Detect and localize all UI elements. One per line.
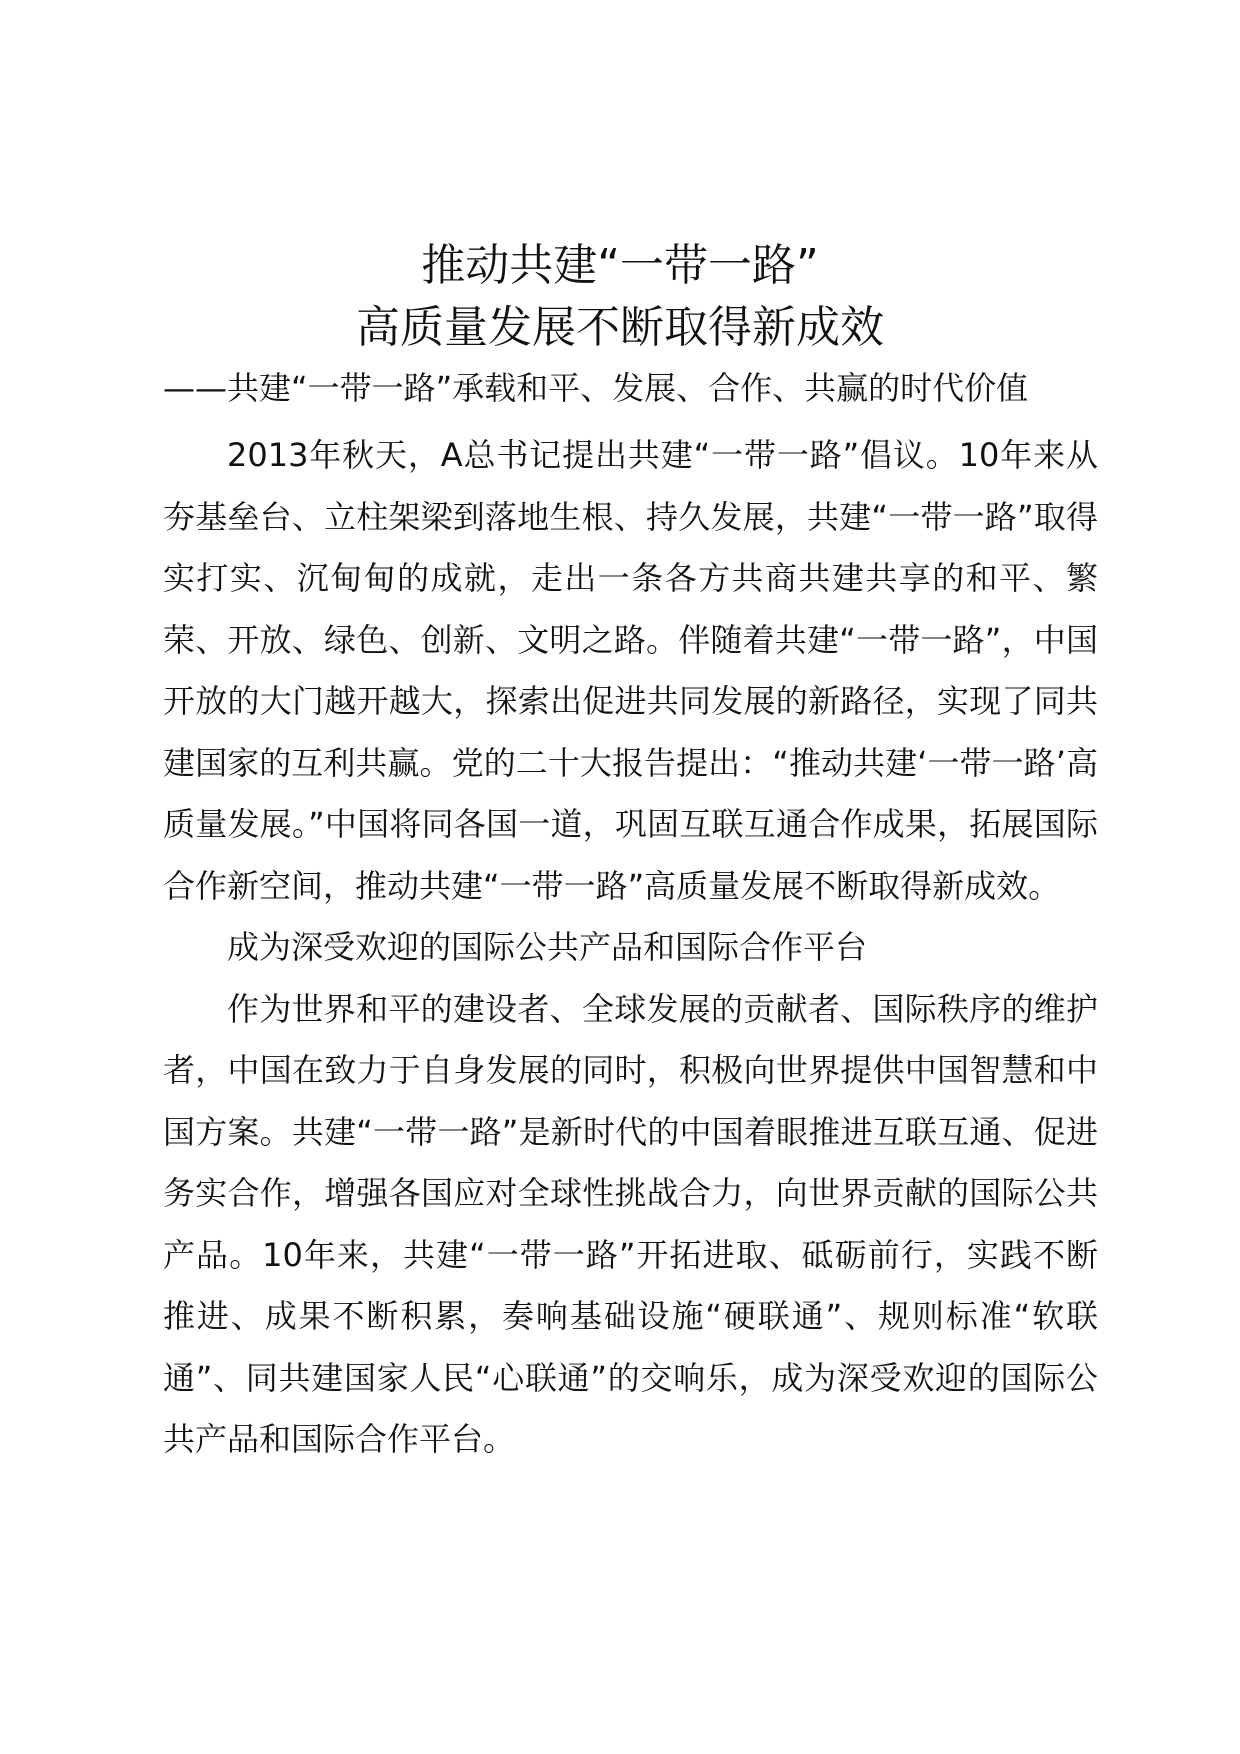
document-subtitle: ——共建“一带一路”承载和平、发展、合作、共赢的时代价值 — [163, 369, 1029, 407]
document-title-line-2: 高质量发展不断取得新成效 — [356, 302, 884, 353]
section-heading: 成为深受欢迎的国际公共产品和国际合作平台 — [227, 928, 868, 966]
document-body — [163, 425, 1098, 1471]
paragraph-section-body: 作为世界和平的建设者、全球发展的贡献者、国际秩序的维护者，中国在致力于自身发展的同时，积极向世界提供中国智慧和中国方案。共建“一带一路”是新时代的中国着眼推进互联互通、促进务实合作，增强各国应对全球性挑战合力，向世界贡献的国际公共产品。10年来，共建“一带一路”开拓进取、砥砺前行，实践不断推进、成果不断积累，奏响基础设施“硬联通”、规则标准“软联通”、同共建国家人民“心联通”的交响乐，成为深受欢迎的国际公共产品和国际合作平台。 — [163, 989, 1098, 1458]
document-title-line-1: 推动共建“一带一路” — [421, 240, 819, 291]
paragraph-intro: 2013年秋天，A总书记提出共建“一带一路”倡议。10年来从夯基垒台、立柱架梁到落地生根、持久发展，共建“一带一路”取得实打实、沉甸甸的成就，走出一条各方共商共建共享的和平、繁荣、开放、绿色、创新、文明之路。伴随着共建“一带一路”，中国开放的大门越开越大，探索出促进共同发展的新路径，实现了同共建国家的互利共赢。党的二十大报告提出：“推动共建‘一带一路’高质量发展。”中国将同各国一道，巩固互联互通合作成果，拓展国际合作新空间，推动共建“一带一路”高质量发展不断取得新成效。 — [163, 436, 1098, 905]
